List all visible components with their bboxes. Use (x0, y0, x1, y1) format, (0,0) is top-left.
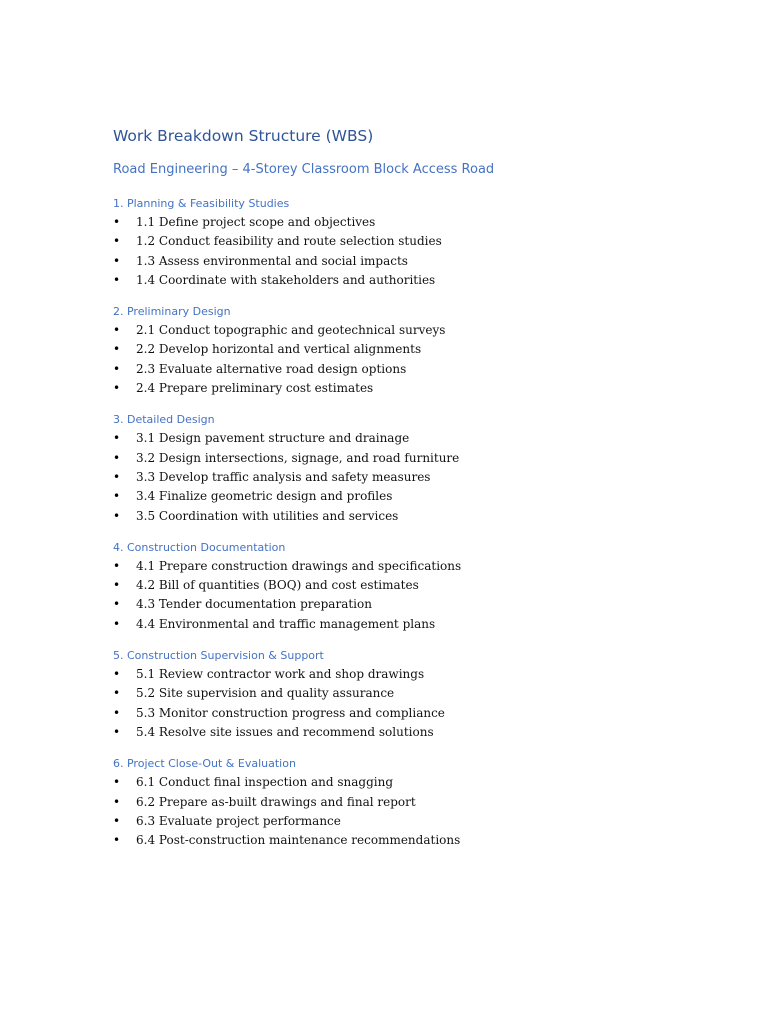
bullet-icon: • (113, 381, 121, 396)
list-item (113, 812, 733, 831)
wbs-section (113, 754, 733, 850)
list-item-text: 2.2 Develop horizontal and vertical alignments (136, 342, 422, 357)
list-item (113, 429, 733, 448)
bullet-icon: • (113, 253, 121, 268)
document-subtitle: Road Engineering – 4-Storey Classroom Block Access Road (113, 162, 495, 177)
list-item-text: 3.3 Develop traffic analysis and safety measures (136, 469, 431, 484)
section-heading: 2. Preliminary Design (113, 305, 231, 319)
bullet-icon: • (113, 833, 121, 848)
bullet-icon: • (113, 724, 121, 739)
list-item-text: 4.3 Tender documentation preparation (136, 597, 372, 612)
list-item-text: 4.2 Bill of quantities (BOQ) and cost estimates (136, 578, 419, 593)
bullet-list (113, 665, 733, 742)
list-item (113, 468, 733, 487)
wbs-sections (113, 194, 733, 850)
list-item-text: 2.4 Prepare preliminary cost estimates (136, 381, 374, 396)
list-item (113, 213, 733, 232)
bullet-icon: • (113, 667, 121, 682)
list-item-text: 6.2 Prepare as-built drawings and final report (136, 794, 416, 809)
list-item-text: 3.4 Finalize geometric design and profiles (136, 489, 393, 504)
list-item (113, 449, 733, 468)
bullet-list (113, 213, 733, 290)
bullet-icon: • (113, 794, 121, 809)
bullet-icon: • (113, 450, 121, 465)
section-heading: 5. Construction Supervision & Support (113, 649, 324, 663)
list-item (113, 576, 733, 595)
document-page (113, 122, 733, 850)
section-heading: 4. Construction Documentation (113, 540, 286, 554)
bullet-icon: • (113, 361, 121, 376)
bullet-icon: • (113, 431, 121, 446)
wbs-section (113, 410, 733, 525)
list-item (113, 232, 733, 251)
list-item (113, 665, 733, 684)
list-item (113, 684, 733, 703)
section-heading: 3. Detailed Design (113, 413, 215, 427)
bullet-icon: • (113, 597, 121, 612)
list-item-text: 3.5 Coordination with utilities and services (136, 508, 399, 523)
bullet-list (113, 321, 733, 398)
list-item-text: 6.1 Conduct final inspection and snagging (136, 775, 394, 790)
list-item-text: 6.4 Post-construction maintenance recommendations (136, 833, 461, 848)
bullet-icon: • (113, 686, 121, 701)
list-item-text: 5.1 Review contractor work and shop drawings (136, 667, 425, 682)
list-item (113, 507, 733, 526)
wbs-section (113, 646, 733, 742)
list-item (113, 615, 733, 634)
bullet-icon: • (113, 813, 121, 828)
bullet-icon: • (113, 775, 121, 790)
bullet-icon: • (113, 489, 121, 504)
list-item (113, 704, 733, 723)
list-item (113, 773, 733, 792)
bullet-icon: • (113, 558, 121, 573)
section-heading: 1. Planning & Feasibility Studies (113, 197, 290, 210)
list-item-text: 2.1 Conduct topographic and geotechnical surveys (136, 323, 446, 338)
list-item (113, 595, 733, 614)
bullet-list (113, 773, 733, 850)
list-item (113, 793, 733, 812)
list-item (113, 723, 733, 742)
wbs-section (113, 538, 733, 634)
list-item (113, 321, 733, 340)
list-item-text: 4.1 Prepare construction drawings and specifications (136, 558, 462, 573)
bullet-icon: • (113, 705, 121, 720)
list-item-text: 1.4 Coordinate with stakeholders and authorities (136, 272, 436, 287)
document-title: Work Breakdown Structure (WBS) (113, 127, 374, 145)
list-item-text: 6.3 Evaluate project performance (136, 813, 341, 828)
list-item (113, 360, 733, 379)
bullet-list (113, 557, 733, 634)
list-item-text: 2.3 Evaluate alternative road design options (136, 361, 407, 376)
list-item-text: 5.3 Monitor construction progress and compliance (136, 705, 445, 720)
list-item (113, 557, 733, 576)
list-item (113, 340, 733, 359)
bullet-icon: • (113, 215, 121, 229)
wbs-section (113, 194, 733, 290)
list-item (113, 379, 733, 398)
list-item-text: 5.4 Resolve site issues and recommend solutions (136, 724, 434, 739)
list-item-text: 1.1 Define project scope and objectives (136, 215, 376, 229)
list-item-text: 3.2 Design intersections, signage, and road furniture (136, 450, 460, 465)
bullet-icon: • (113, 272, 121, 287)
list-item-text: 5.2 Site supervision and quality assurance (136, 686, 395, 701)
list-item-text: 4.4 Environmental and traffic management plans (136, 616, 436, 631)
bullet-icon: • (113, 578, 121, 593)
list-item-text: 1.3 Assess environmental and social impacts (136, 253, 408, 268)
wbs-section (113, 302, 733, 398)
bullet-icon: • (113, 469, 121, 484)
bullet-icon: • (113, 323, 121, 338)
list-item-text: 1.2 Conduct feasibility and route selection studies (136, 234, 442, 249)
list-item (113, 252, 733, 271)
bullet-icon: • (113, 342, 121, 357)
bullet-icon: • (113, 616, 121, 631)
list-item (113, 271, 733, 290)
list-item (113, 487, 733, 506)
list-item-text: 3.1 Design pavement structure and drainage (136, 431, 410, 446)
bullet-icon: • (113, 508, 121, 523)
bullet-icon: • (113, 234, 121, 249)
list-item (113, 831, 733, 850)
bullet-list (113, 429, 733, 525)
section-heading: 6. Project Close-Out & Evaluation (113, 757, 296, 771)
